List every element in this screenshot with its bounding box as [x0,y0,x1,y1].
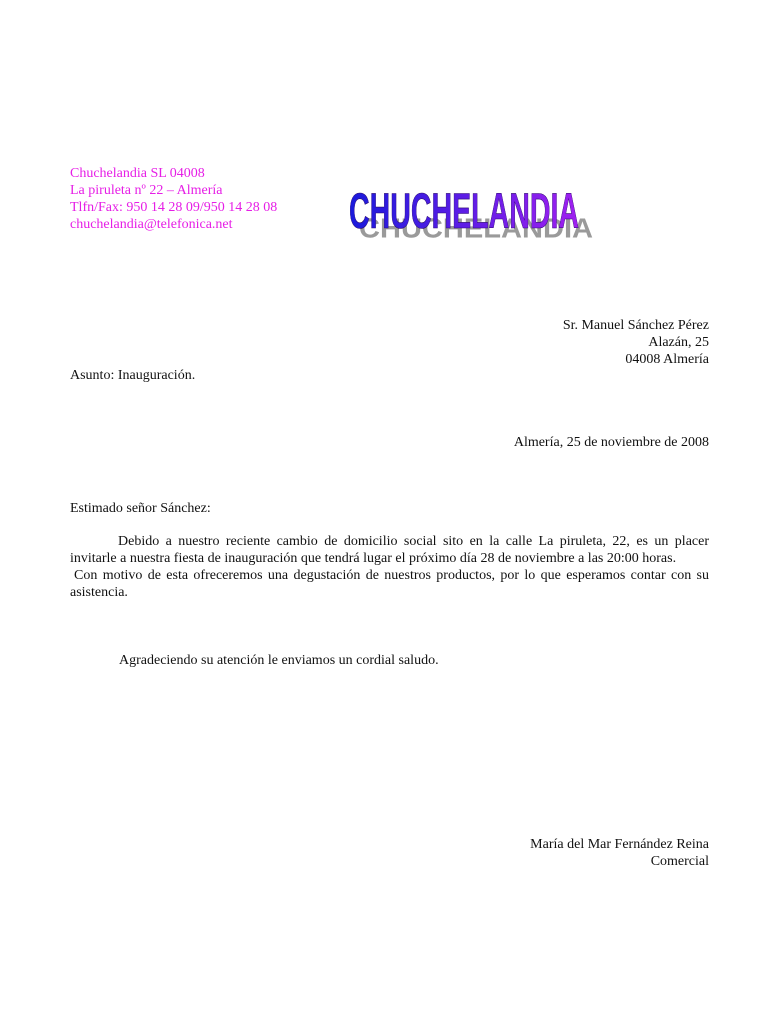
sender-email: chuchelandia@telefonica.net [70,217,233,232]
body-paragraph-2: Con motivo de esta ofreceremos una degustación de nuestros productos, por lo que esperamos contar con su asistencia. [70,568,709,600]
sender-address-block [70,165,277,233]
closing-line: Agradeciendo su atención le enviamos un cordial saludo. [119,653,439,668]
signature-name: María del Mar Fernández Reina [530,837,709,852]
logo-text: CHUCHELANDIA [349,183,579,239]
recipient-address-block [563,317,709,368]
salutation: Estimado señor Sánchez: [70,501,211,516]
company-logo [345,170,605,260]
sender-street-line: La piruleta nº 22 – Almería [70,183,223,198]
sender-phone-line: Tlfn/Fax: 950 14 28 09/950 14 28 08 [70,200,278,215]
signature-title: Comercial [650,854,709,869]
recipient-city: 04008 Almería [625,352,709,367]
logo-shadow-text: CHUCHELANDIA [359,213,593,245]
letter-date: Almería, 25 de noviembre de 2008 [513,435,709,450]
subject-line: Asunto: Inauguración. [70,368,196,383]
sender-company-line: Chuchelandia SL 04008 [70,166,205,181]
body-paragraph-1: Debido a nuestro reciente cambio de domicilio social sito en la calle La piruleta, 22, es un placer invitarle a nuestra fiesta de inauguración que tendrá lugar el próximo día 28 de noviembre a las 20:00 horas. [70,534,709,566]
recipient-street: Alazán, 25 [648,335,709,350]
signature-block [530,836,709,870]
recipient-name: Sr. Manuel Sánchez Pérez [562,318,709,333]
letter-body [70,533,709,601]
